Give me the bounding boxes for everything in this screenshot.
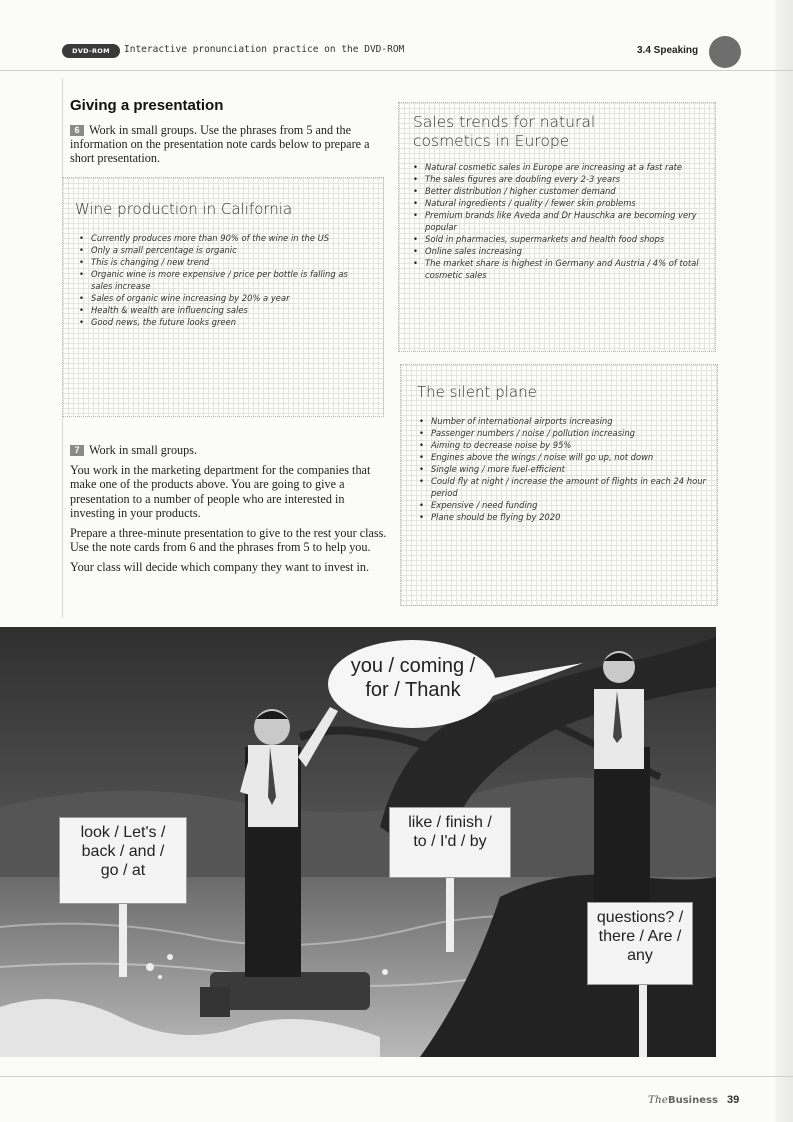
- sign-right-line-3: any: [627, 947, 653, 964]
- dvd-rom-badge: DVD-ROM: [62, 44, 120, 58]
- header-divider: [0, 70, 793, 71]
- speech-bubble: [332, 654, 494, 702]
- speech-line-2: for / Thank: [365, 679, 461, 701]
- section-circle-icon: [709, 36, 741, 68]
- list-item: • Single wing / more fuel-efficient: [419, 463, 709, 475]
- exercise-7-intro: Work in small groups.: [89, 443, 198, 457]
- sign-middle-line-1: like / finish /: [408, 814, 492, 831]
- exercise-6-instruction: Work in small groups. Use the phrases from 5 and the information on the presentation note cards below to prepare a short presentation.: [70, 123, 370, 166]
- brand-business: Business: [667, 1095, 718, 1106]
- exercise-title: Giving a presentation: [70, 97, 224, 114]
- list-item: • Health & wealth are influencing sales: [79, 304, 369, 316]
- list-item: • Natural ingredients / quality / fewer skin problems: [413, 197, 705, 209]
- list-item: • The market share is highest in Germany and Austria / 4% of total cosmetic sales: [413, 257, 705, 281]
- list-item: • Engines above the wings / noise will go up, not down: [419, 451, 709, 463]
- list-item: • Better distribution / higher customer demand: [413, 185, 705, 197]
- sign-middle-line-2: to / I'd / by: [413, 833, 487, 850]
- note-card-plane: [400, 364, 718, 606]
- sign-right-line-2: there / Are /: [598, 928, 682, 945]
- list-item: • This is changing / new trend: [79, 256, 369, 268]
- section-label: 3.4 Speaking: [637, 45, 699, 56]
- exercise-6: [70, 123, 388, 166]
- sign-left: [60, 818, 186, 903]
- footer-brand: [648, 1094, 718, 1106]
- illustration: [0, 627, 716, 1057]
- list-item: • Plane should be flying by 2020: [419, 511, 709, 523]
- list-item: • Passenger numbers / noise / pollution increasing: [419, 427, 709, 439]
- exercise-6-text: [70, 123, 388, 166]
- page-number: 39: [727, 1094, 740, 1106]
- exercise-6-number: 6: [70, 125, 84, 136]
- speech-line-1: you / coming /: [350, 655, 476, 677]
- exercise-7-para1: You work in the marketing department for the companies that make one of the products above. You are going to give a presentation to a number of people who are interested in investing in your products.: [70, 463, 371, 520]
- list-item: • Natural cosmetic sales in Europe are increasing at a fast rate: [413, 161, 705, 173]
- list-item: • Currently produces more than 90% of the wine in the US: [79, 232, 369, 244]
- note-card-cosmetics: [398, 102, 716, 352]
- card-list-wine: [79, 232, 369, 328]
- list-item: • Sales of organic wine increasing by 20% a year: [79, 292, 369, 304]
- list-item: • Good news, the future looks green: [79, 316, 369, 328]
- list-item: • Online sales increasing: [413, 245, 705, 257]
- list-item: • Expensive / need funding: [419, 499, 709, 511]
- list-item: • Could fly at night / increase the amount of flights in each 24 hour period: [419, 475, 709, 499]
- page-edge-shadow: [775, 0, 793, 1122]
- card-title-wine: Wine production in California: [75, 200, 293, 218]
- list-item: • Number of international airports increasing: [419, 415, 709, 427]
- exercise-7-intro-line: [70, 443, 388, 457]
- list-item: • Aiming to decrease noise by 95%: [419, 439, 709, 451]
- brand-the: The: [648, 1094, 668, 1106]
- list-item: • Sold in pharmacies, supermarkets and health food shops: [413, 233, 705, 245]
- sign-middle: [390, 808, 510, 877]
- list-item: • Premium brands like Aveda and Dr Hauschka are becoming very popular: [413, 209, 705, 233]
- exercise-7: [70, 443, 388, 575]
- note-card-wine: [62, 177, 384, 417]
- header-text: Interactive pronunciation practice on the DVD-ROM: [124, 44, 405, 55]
- sign-left-line-3: go / at: [100, 862, 146, 879]
- list-item: • Organic wine is more expensive / price per bottle is falling as sales increase: [79, 268, 369, 292]
- card-title-plane: The silent plane: [417, 383, 537, 401]
- sign-right-line-1: questions? /: [596, 909, 684, 926]
- card-list-cosmetics: [413, 161, 705, 281]
- exercise-7-para2: Prepare a three-minute presentation to give to the rest your class. Use the note cards from 6 and the phrases from 5 to help you.: [70, 526, 387, 555]
- exercise-7-para3: Your class will decide which company they want to invest in.: [70, 560, 369, 575]
- footer-divider: [0, 1076, 793, 1077]
- exercise-7-number: 7: [70, 445, 84, 456]
- sign-right: [588, 903, 692, 984]
- card-title-cosmetics: Sales trends for natural cosmetics in Europe: [413, 113, 596, 150]
- card-list-plane: [419, 415, 709, 523]
- sign-left-line-2: back / and /: [81, 843, 165, 860]
- list-item: • Only a small percentage is organic: [79, 244, 369, 256]
- list-item: • The sales figures are doubling every 2-3 years: [413, 173, 705, 185]
- sign-left-line-1: look / Let's /: [80, 824, 166, 841]
